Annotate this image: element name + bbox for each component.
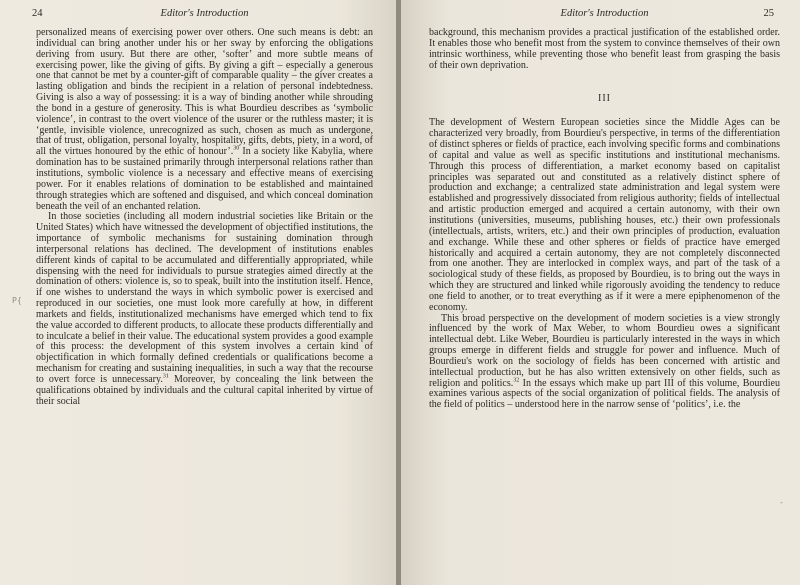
running-head-left: Editor's Introduction (160, 8, 249, 19)
right-page-body (429, 28, 780, 411)
paragraph: In those societies (including all modern industrial societies like Britain or the United States) which have witnessed the development of objectified institutions, the importance of symbolic mechanisms for sustaining domination through interpersonal relations has declined. The development of institutions enables different kinds of capital to be accumulated and differentially appropriated, while dispensing with the need for individuals to pursue strategies aimed directly at the domination of others: violence is, so to speak, built into the institution itself. Hence, if one wishes to understand the ways in which symbolic power is exercised and reproduced in our societies, one must look more carefully at how, in different markets and fields, institutionalized mechanisms have emerged which tend to fix the value accorded to different products, to allocate these products differentially and to inculcate a belief in their value. The educational system provides a good example of this process: the development of this system involves a certain kind of objectification in which formally defined credentials or qualifications become a mechanism for creating and sustaining inequalities, in such a way that the recourse to overt force is unnecessary.$^{31}$ Moreover, by concealing the link between the qualifications obtained by individuals and the cultural capital inherited by virtue of their social (36, 211, 374, 407)
paragraph: background, this mechanism provides a practical justification of the established order. It enables those who benefit most from the system to convince themselves of their own intrinsic worthiness, while preventing those who benefit least from grasping the basis of their own deprivation. (429, 27, 780, 71)
page-number-left: 24 (32, 8, 43, 19)
paragraph: personalized means of exercising power over others. One such means is debt: an individual can bring another under his or her sway by enforcing the obligations deriving from usury. But there are other, ‘softer’ and more subtle means of exercising power, like the giving of gifts. By giving a gift – especially a generous one that cannot be met by a counter-gift of comparable quality – the giver creates a lasting obligation and binds the recipient in a relation of personal indebtedness. Giving is also a way of possessing: it is a way of binding another while shrouding the bond in a gesture of generosity. This is what Bourdieu describes as ‘symbolic violence’, in contrast to the overt violence of the usurer or the ruthless master; it is ‘gentle, invisible violence, unrecognized as such, chosen as much as undergone, that of trust, obligation, personal loyalty, hospitality, gifts, debts, piety, in a word, of all the virtues honoured by the ethic of honour’.$^{30}$ In a society like Kabylia, where domination has to be sustained primarily through interpersonal relations rather than institutions, symbolic violence is a necessary and effective means of exercising power. For it enables relations of domination to be established and maintained through strategies which are softened and disguised, and which conceal domination beneath the veil of an enchanted relation. (36, 27, 373, 212)
footnote-ref: 31 (162, 373, 169, 380)
page-number-right: 25 (763, 8, 774, 19)
right-page-header (429, 8, 780, 24)
left-page-header (32, 8, 373, 24)
margin-annotation-left: P{ (12, 296, 22, 305)
section-heading: III (598, 93, 611, 105)
left-page (0, 0, 397, 585)
footnote-ref: 30 (233, 145, 240, 152)
paragraph: This broad perspective on the development of modern societies is a view strongly influenced by the work of Max Weber, to whom Bourdieu owes a significant intellectual debt. Like Weber, Bourdieu is particularly interested in the ways in which groups emerge in different fields and struggle for power and influence. Much of Bourdieu's work on the sociology of fields has been concerned with artistic and intellectual production, but he has also written extensively on other fields, such as religion and politics.$^{32}$ In the essays which make up part III of this volume, Bourdieu examines various aspects of the social organization of political fields. The analysis of the field of politics – understood here in the narrow sense of ‘politics’, i.e. the (429, 312, 780, 411)
running-head-right: Editor's Introduction (560, 8, 649, 19)
right-page (401, 0, 800, 585)
footnote-ref: 32 (513, 377, 520, 384)
margin-annotation-right: - (780, 498, 783, 507)
paragraph: The development of Western European societies since the Middle Ages can be characterized very broadly, from Bourdieu's perspective, in terms of the differentiation of distinct spheres or fields of practice, each involving specific forms and combinations of capital and value as well as specific institutions and institutional mechanisms. Through this process of differentiation, a market economy based on capitalist principles was separated out and constituted as a relatively distinct sphere of production and exchange; a centralized state administration and legal system were established and progressively dissociated from religious authority; fields of intellectual and artistic production emerged and acquired a certain autonomy, with their own institutions (universities, museums, publishing houses, etc.) their own professionals (intellectuals, artists, writers, etc.) and their own principles of production, evaluation and exchange. While these and other spheres or fields of practice have emerged historically and acquired a certain autonomy, they are not completely disconnected from one another. They are interlocked in complex ways, and part of the task of a sociological study of these fields, as proposed by Bourdieu, is to bring out the ways in which they are structured and linked while rigorously avoiding the tendency to reduce one field to another, or to treat everything as if it were a mere epiphenomenon of the economy. (429, 117, 780, 313)
left-page-body (36, 28, 373, 408)
